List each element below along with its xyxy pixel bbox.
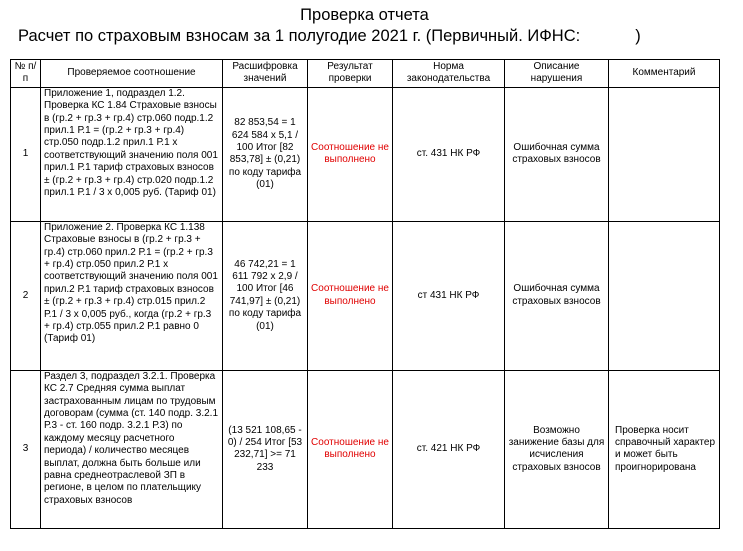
values-decoding: (13 521 108,65 - 0) / 254 Итог [53 232,71] >= 71 233 <box>223 370 308 528</box>
column-header-norm: Норма законодательства <box>393 60 505 88</box>
checked-ratio: Приложение 2. Проверка КС 1.138 Страховые взносы в (гр.2 + гр.3 + гр.4) стр.060 прил.2 Р.1 = (гр.2 + гр.3 + гр.4) стр.050 прил.2 Р.1 х соответствующий значению поля 001 прил.2 Р.1 тариф страховых взносов ± (гр.2 + гр.3 + гр.4) стр.015 прил.2 Р.1 / 3 х 0,005 руб., когда (гр.2 + гр.3 + гр.4) стр.055 прил.2 Р.1 равно 0 (Тариф 01) <box>41 221 223 370</box>
values-decoding: 46 742,21 = 1 611 792 х 2,9 / 100 Итог [46 741,97] ± (0,21) по коду тарифа (01) <box>223 221 308 370</box>
comment: Проверка носит справочный характер и может быть проигнорирована <box>609 370 720 528</box>
column-header-check: Проверяемое соотношение <box>41 60 223 88</box>
check-results-table <box>10 59 720 529</box>
row-number: 3 <box>11 370 41 528</box>
comment <box>609 221 720 370</box>
violation-description: Возможно занижение базы для исчисления страховых взносов <box>505 370 609 528</box>
values-decoding: 82 853,54 = 1 624 584 х 5,1 / 100 Итог [82 853,78] ± (0,21) по коду тарифа (01) <box>223 87 308 221</box>
table-row <box>11 221 720 370</box>
report-subtitle: Расчет по страховым взносам за 1 полугодие 2021 г. (Первичный. ИФНС: ) <box>18 27 641 45</box>
checked-ratio: Приложение 1, подраздел 1.2. Проверка КС 1.84 Страховые взносы в (гр.2 + гр.3 + гр.4) стр.060 подр.1.2 прил.1 Р.1 = (гр.2 + гр.3 + гр.4) стр.050 подр.1.2 прил.1 Р.1 х соответствующий значению поля 001 прил.1 Р.1 тариф страховых взносов ± (гр.2 + гр.3 + гр.4) стр.020 подр.1.2 прил.1 Р.1 / 3 х 0,005 руб. (Тариф 01) <box>41 87 223 221</box>
row-number: 1 <box>11 87 41 221</box>
page-title: Проверка отчета <box>300 6 429 24</box>
legal-norm: ст 431 НК РФ <box>393 221 505 370</box>
comment <box>609 87 720 221</box>
table-header-row <box>11 60 720 88</box>
row-number: 2 <box>11 221 41 370</box>
table-row <box>11 87 720 221</box>
check-result: Соотношение не выполнено <box>308 221 393 370</box>
column-header-description: Описание нарушения <box>505 60 609 88</box>
column-header-number: № п/п <box>11 60 41 88</box>
legal-norm: ст. 421 НК РФ <box>393 370 505 528</box>
checked-ratio: Раздел 3, подраздел 3.2.1. Проверка КС 2.7 Средняя сумма выплат застрахованным лицам по трудовым договорам (сумма (ст. 140 подр. 3.2.1 Р.3 - ст. 160 подр. 3.2.1 Р.3) по каждому месяцу расчетного периода) / количество месяцев выплат, должна быть больше или равна среднеотраслевой ЗП в регионе, в целом по плательщику страховых взносов <box>41 370 223 528</box>
check-result: Соотношение не выполнено <box>308 370 393 528</box>
violation-description: Ошибочная сумма страховых взносов <box>505 221 609 370</box>
column-header-decoding: Расшифровка значений <box>223 60 308 88</box>
column-header-comment: Комментарий <box>609 60 720 88</box>
column-header-result: Результат проверки <box>308 60 393 88</box>
violation-description: Ошибочная сумма страховых взносов <box>505 87 609 221</box>
check-result: Соотношение не выполнено <box>308 87 393 221</box>
table-row <box>11 370 720 528</box>
legal-norm: ст. 431 НК РФ <box>393 87 505 221</box>
